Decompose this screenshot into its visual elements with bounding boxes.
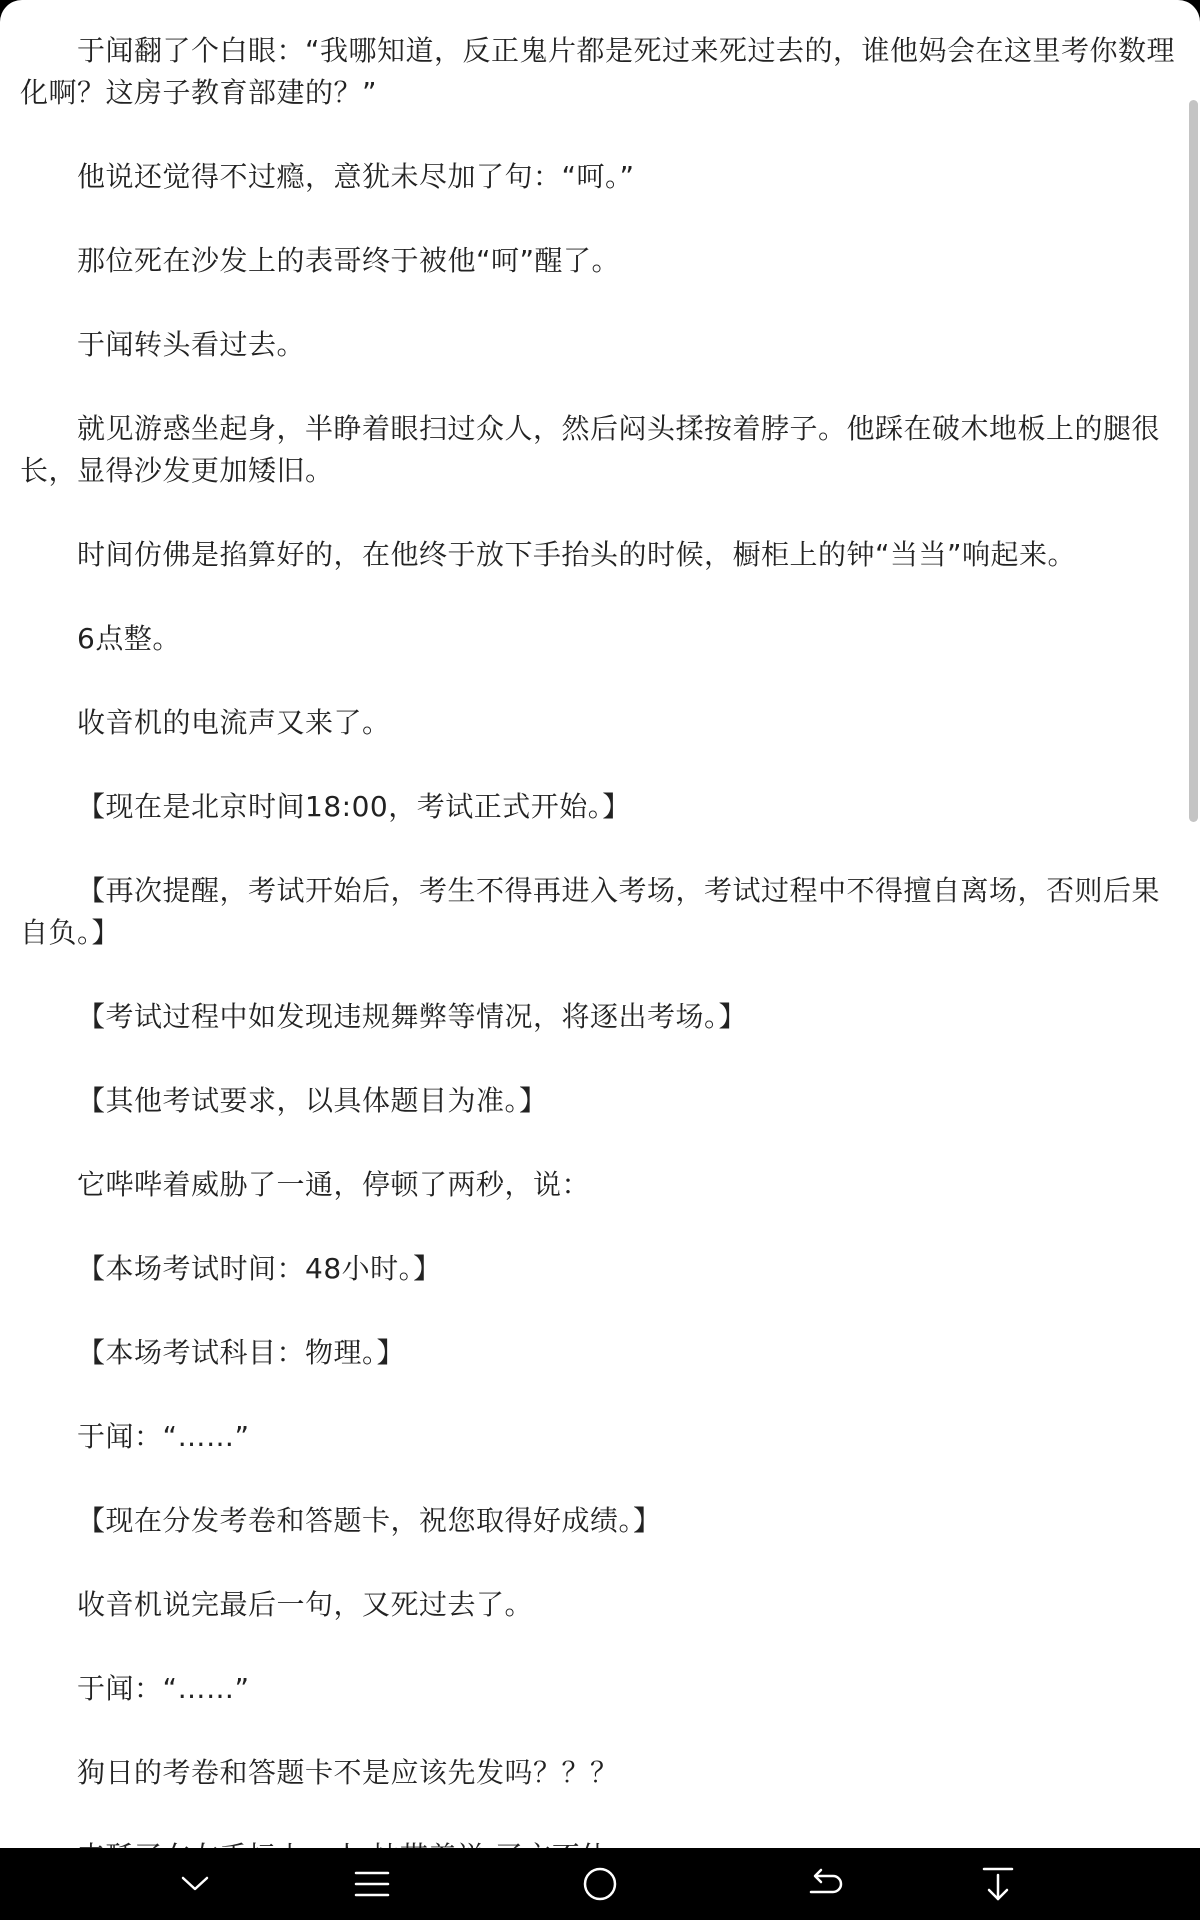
paragraph: 于闻：“……”: [77, 1672, 250, 1705]
paragraph: 它哔哔着威胁了一通，停顿了两秒，说：: [77, 1168, 591, 1201]
paragraph: 【本场考试时间：48小时。】: [77, 1252, 442, 1285]
paragraph: 于闻转头看过去。: [77, 328, 306, 361]
menu-icon: [354, 1869, 390, 1899]
paragraph: 于闻：“……”: [77, 1420, 250, 1453]
paragraph: 【其他考试要求，以具体题目为准。】: [77, 1084, 548, 1117]
system-navigation-bar: [0, 1848, 1200, 1920]
paragraph: 时间仿佛是掐算好的，在他终于放下手抬头的时候，橱柜上的钟“当当”响起来。: [77, 538, 1077, 571]
paragraph: 【再次提醒，考试开始后，考生不得再进入考场，考试过程中不得擅自离场，否则后果自负。】: [20, 874, 1161, 949]
menu-button[interactable]: [350, 1862, 394, 1906]
chevron-down-icon: [180, 1874, 210, 1894]
paragraph: 于闻翻了个白眼：“我哪知道，反正鬼片都是死过来死过去的，谁他妈会在这里考你数理化啊？这房子教育部建的？”: [20, 34, 1176, 109]
paragraph: 收音机的电流声又来了。: [77, 706, 391, 739]
paragraph: 狗日的考卷和答题卡不是应该先发吗？？？: [77, 1756, 619, 1789]
arrow-down-bar-icon: [981, 1866, 1015, 1902]
paragraph: 他说还觉得不过瘾，意犹未尽加了句：“呵。”: [77, 160, 635, 193]
paragraph: 【现在分发考卷和答题卡，祝您取得好成绩。】: [77, 1504, 662, 1537]
circle-home-icon: [582, 1866, 618, 1902]
back-button[interactable]: [804, 1862, 848, 1906]
back-arrow-icon: [807, 1868, 845, 1900]
paragraph: 收音机说完最后一句，又死过去了。: [77, 1588, 534, 1621]
scrollbar[interactable]: [1189, 100, 1198, 822]
paragraph: 6点整。: [77, 622, 181, 655]
paragraph: 那位死在沙发上的表哥终于被他“呵”醒了。: [77, 244, 621, 277]
paragraph: 【现在是北京时间18:00，考试正式开始。】: [77, 790, 631, 823]
collapse-button[interactable]: [173, 1862, 217, 1906]
paragraph: 【本场考试科目：物理。】: [77, 1336, 406, 1369]
paragraph: 【考试过程中如发现违规舞弊等情况，将逐出考场。】: [77, 1000, 748, 1033]
scroll-bottom-button[interactable]: [976, 1862, 1020, 1906]
paragraph: 就见游惑坐起身，半睁着眼扫过众人，然后闷头揉按着脖子。他踩在破木地板上的腿很长，显得沙发更加矮旧。: [20, 412, 1161, 487]
home-button[interactable]: [578, 1862, 622, 1906]
chapter-text: [20, 30, 1180, 1920]
